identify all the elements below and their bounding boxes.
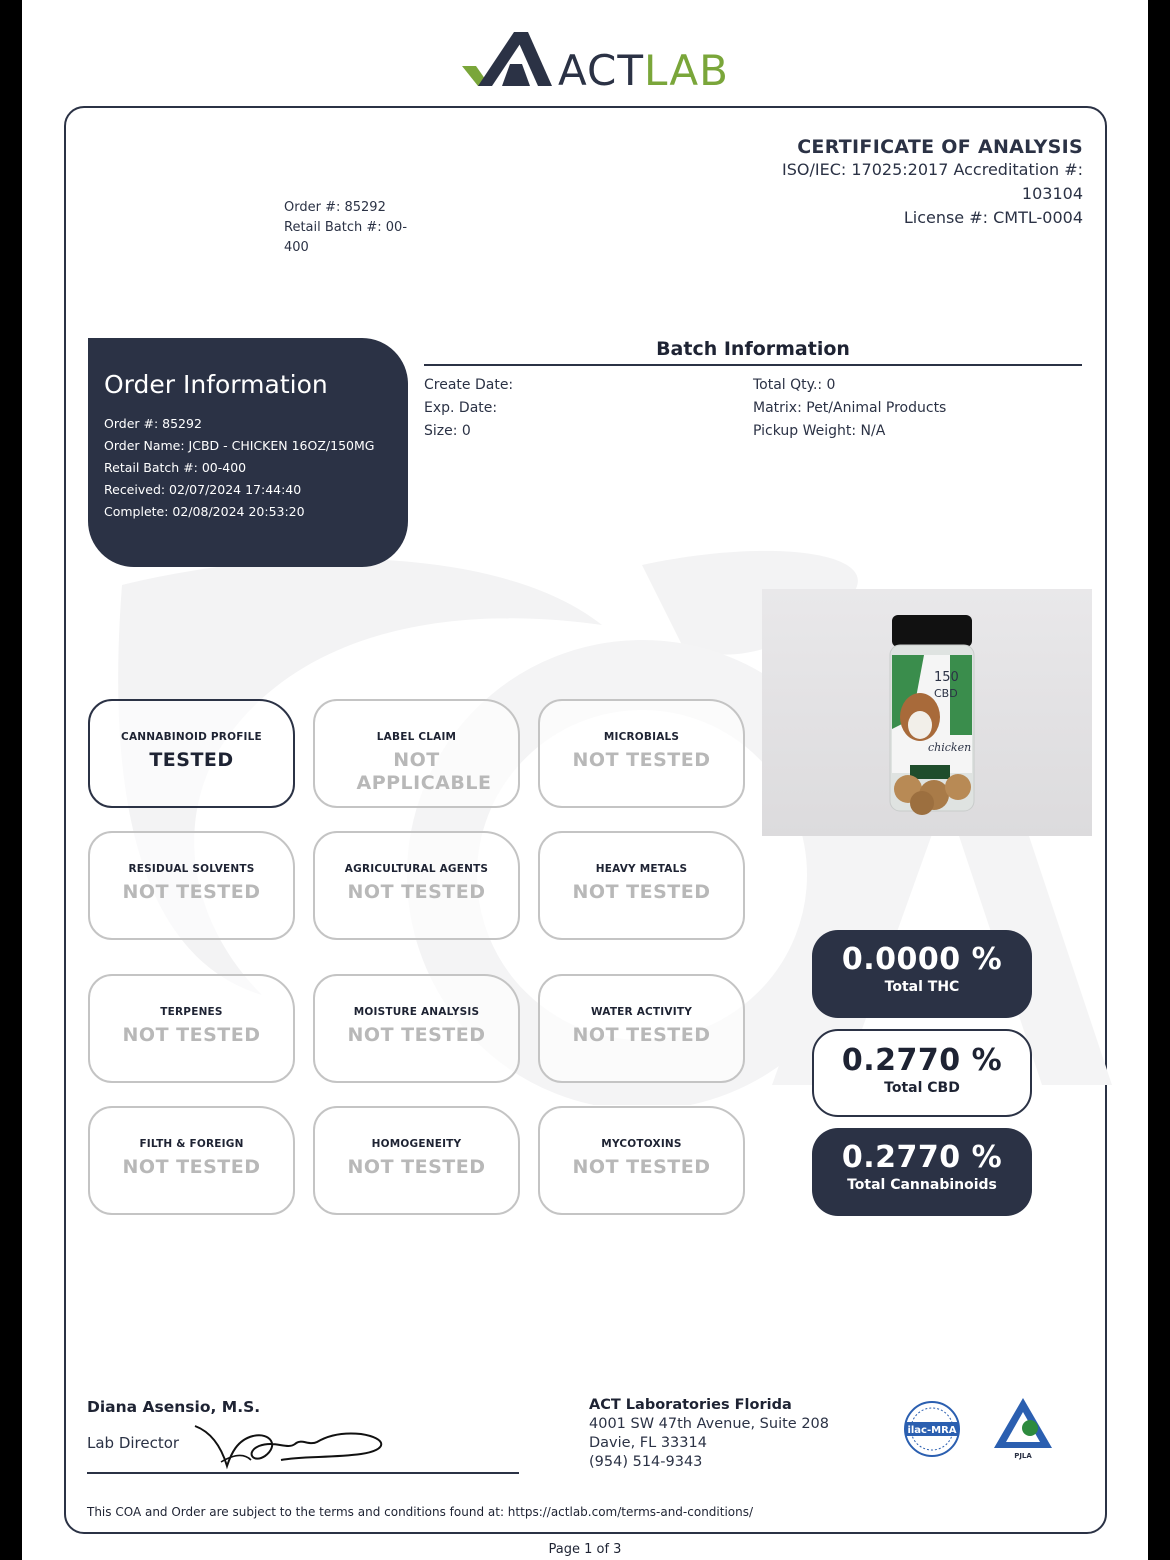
pjla-seal-icon [990,1396,1056,1464]
license-number: License #: CMTL-0004 [903,208,1083,227]
test-status: NOT TESTED [572,1024,711,1046]
accreditation-line: ISO/IEC: 17025:2017 Accreditation #: [782,160,1083,179]
test-tile-heavy-metals [538,831,745,940]
test-tile-moisture-analysis [313,974,520,1083]
total-cannabinoids-badge [812,1128,1032,1216]
test-label: FILTH & FOREIGN [139,1138,244,1150]
actlab-logo-mark-icon [462,28,554,92]
pjla-seal-text: PJLA [1014,1452,1032,1460]
handwritten-signature-icon [191,1416,391,1472]
exp-date: Exp. Date: [424,400,498,416]
complete-date: Complete: 02/08/2024 20:53:20 [104,504,305,519]
signature-block [87,1398,519,1452]
lab-phone: (954) 514-9343 [589,1454,703,1470]
top-order-summary [284,198,414,258]
test-status: NOT TESTED [572,881,711,903]
product-photo [762,589,1092,836]
test-status: TESTED [149,749,234,771]
certificate-title: CERTIFICATE OF ANALYSIS [797,136,1083,158]
accreditation-number: 103104 [1021,184,1083,203]
test-label: AGRICULTURAL AGENTS [344,863,489,875]
signer-name: Diana Asensio, M.S. [87,1398,261,1416]
test-status: NOT TESTED [122,1024,261,1046]
total-cbd-value: 0.2770 % [841,1043,1003,1078]
test-label: RESIDUAL SOLVENTS [128,863,255,875]
test-status: NOT TESTED [122,1156,261,1178]
actlab-logo [462,28,762,96]
test-tile-label-claim [313,699,520,808]
test-status: NOT TESTED [347,1156,486,1178]
total-cannabinoids-label: Total Cannabinoids [847,1177,997,1193]
test-tile-filth-foreign [88,1106,295,1215]
received-date: Received: 02/07/2024 17:44:40 [104,482,302,497]
total-cannabinoids-value: 0.2770 % [841,1140,1003,1175]
top-order-number: Order #: 85292 [284,200,386,215]
logo-act-text: ACT [558,46,644,95]
signature-line [87,1472,519,1474]
batch-right-column [753,374,1082,443]
test-tile-microbials [538,699,745,808]
batch-left-column [424,374,753,443]
size: Size: 0 [424,423,471,439]
order-name: Order Name: JCBD - CHICKEN 16OZ/150MG [104,438,375,453]
terms-notice: This COA and Order are subject to the terms and conditions found at: https://actlab.com/terms-and-conditions/ [87,1505,754,1519]
pickup-weight: Pickup Weight: N/A [753,423,886,439]
matrix: Matrix: Pet/Animal Products [753,400,947,416]
order-information-card [88,338,408,567]
top-retail-batch-cont: 400 [284,240,309,255]
jar-label-chicken: chicken [928,741,972,754]
test-tile-residual-solvents [88,831,295,940]
total-cbd-label: Total CBD [884,1080,960,1096]
total-cbd-badge [812,1029,1032,1117]
test-tile-homogeneity [313,1106,520,1215]
lab-address [589,1396,829,1472]
page-number: Page 1 of 3 [548,1542,622,1557]
test-tile-terpenes [88,974,295,1083]
test-status: NOT TESTED [572,749,711,771]
test-label: MYCOTOXINS [601,1138,682,1150]
ilac-mra-seal-icon [902,1400,962,1458]
test-tile-agricultural-agents [313,831,520,940]
test-status: NOT TESTED [347,1024,486,1046]
test-label: LABEL CLAIM [376,731,457,743]
test-label: HOMOGENEITY [371,1138,462,1150]
test-label: WATER ACTIVITY [591,1006,692,1018]
test-label: MICROBIALS [603,731,680,743]
product-jar-icon [762,589,1092,836]
retail-batch: Retail Batch #: 00-400 [104,460,247,475]
test-label: MOISTURE ANALYSIS [353,1006,480,1018]
total-thc-label: Total THC [884,979,960,995]
lab-name: ACT Laboratories Florida [589,1397,792,1413]
test-status: NOT TESTED [122,881,261,903]
test-tile-water-activity [538,974,745,1083]
test-status: NOT TESTED [572,1156,711,1178]
jar-label-150: 150 [934,670,959,685]
test-tile-mycotoxins [538,1106,745,1215]
lab-address-line2: Davie, FL 33314 [589,1435,707,1451]
order-number: Order #: 85292 [104,416,202,431]
actlab-logo-text [558,46,729,95]
lab-address-line1: 4001 SW 47th Avenue, Suite 208 [589,1416,830,1432]
jar-label-cbd: CBD [934,687,958,700]
test-tile-cannabinoid-profile [88,699,295,808]
batch-information [424,338,1082,443]
total-qty: Total Qty.: 0 [753,377,836,393]
test-status: NOT TESTED [347,881,486,903]
certificate-header [782,136,1083,230]
order-information-title: Order Information [104,370,328,399]
ilac-seal-text: ilac-MRA [907,1425,957,1436]
batch-information-title: Batch Information [424,338,1082,366]
test-label: TERPENES [160,1006,223,1018]
test-label: CANNABINOID PROFILE [121,731,262,743]
signer-role: Lab Director [87,1434,180,1452]
total-thc-badge [812,930,1032,1018]
logo-lab-text: LAB [643,46,729,95]
test-status: NOT APPLICABLE [356,749,492,794]
test-label: HEAVY METALS [595,863,688,875]
create-date: Create Date: [424,377,514,393]
top-retail-batch: Retail Batch #: 00- [284,220,408,235]
coa-page [22,0,1148,1560]
total-thc-value: 0.0000 % [841,942,1003,977]
